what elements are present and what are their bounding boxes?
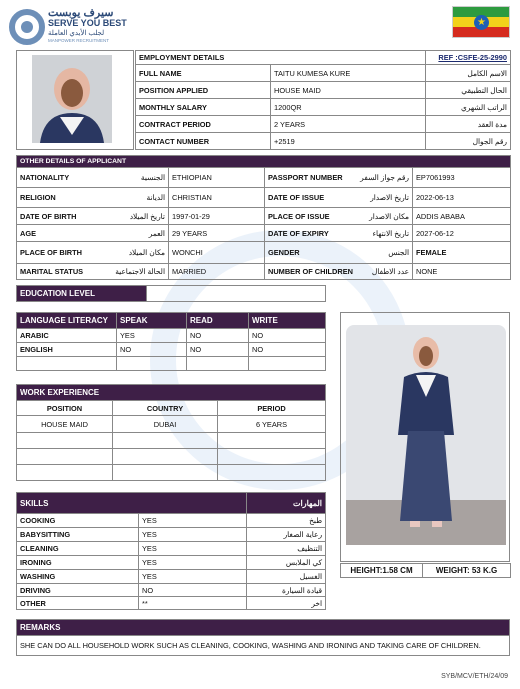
skill-value: YES	[139, 556, 247, 570]
remarks-table	[16, 619, 510, 656]
field-label: CONTRACT PERIOD	[136, 116, 271, 133]
language-cell: NO	[249, 329, 326, 343]
work-cell	[113, 465, 218, 481]
skill-value: YES	[139, 542, 247, 556]
full-name-value: TAITU KUMESA KURE	[271, 65, 426, 82]
field-label: PLACE OF BIRTH	[17, 242, 97, 264]
language-name: ARABIC	[17, 329, 117, 343]
height-value: HEIGHT:1.58 CM	[341, 564, 423, 578]
field-label-ar: مكان الاصدار	[353, 208, 413, 225]
nationality-value: ETHIOPIAN	[169, 168, 265, 188]
expiry-value: 2027-06-12	[413, 225, 511, 242]
work-cell: DUBAI	[113, 416, 218, 433]
language-cell	[249, 357, 326, 371]
skill-value: YES	[139, 570, 247, 584]
dob-value: 1997-01-29	[169, 208, 265, 225]
logo-mark-icon	[8, 8, 46, 46]
field-label: NUMBER OF CHILDREN	[265, 264, 353, 280]
work-cell	[113, 449, 218, 465]
field-label-ar: رقم جواز السفر	[353, 168, 413, 188]
marital-value: MARRIED	[169, 264, 265, 280]
write-header: WRITE	[249, 313, 326, 329]
document-code: SYB/MCV/ETH/24/09	[441, 673, 508, 680]
field-label: DATE OF EXPIRY	[265, 225, 353, 242]
education-table	[16, 285, 326, 302]
skills-title-ar: المهارات	[247, 493, 326, 514]
logo-english: SERVE YOU BEST	[48, 18, 127, 28]
skill-label: CLEANING	[17, 542, 139, 556]
field-label: PASSPORT NUMBER	[265, 168, 353, 188]
language-name	[17, 357, 117, 371]
work-cell: HOUSE MAID	[17, 416, 113, 433]
skill-label: OTHER	[17, 597, 139, 610]
skill-value: YES	[139, 528, 247, 542]
field-label-ar: الديانة	[97, 188, 169, 208]
other-details-title: OTHER DETAILS OF APPLICANT	[17, 156, 511, 168]
remarks-text: SHE CAN DO ALL HOUSEHOLD WORK SUCH AS CLEANING, COOKING, WASHING AND IRONING AND TAKING CARE OF CHILDREN.	[17, 636, 510, 656]
issue-date-value: 2022-06-13	[413, 188, 511, 208]
field-label: DATE OF ISSUE	[265, 188, 353, 208]
field-label: DATE OF BIRTH	[17, 208, 97, 225]
full-body-photo	[346, 325, 506, 545]
language-cell: YES	[117, 329, 187, 343]
field-label-ar: الحال التطبيقي	[426, 82, 511, 99]
work-country-header: COUNTRY	[113, 401, 218, 416]
logo-tag-en: MANPOWER RECRUITMENT	[48, 38, 109, 43]
salary-value: 1200QR	[271, 99, 426, 116]
skill-label: DRIVING	[17, 584, 139, 597]
birthplace-value: WONCHI	[169, 242, 265, 264]
field-label: NATIONALITY	[17, 168, 97, 188]
language-name: ENGLISH	[17, 343, 117, 357]
skill-label-ar: التنظيف	[247, 542, 326, 556]
other-details-table	[16, 155, 511, 280]
full-body-photo-frame	[340, 312, 510, 562]
measurements-table	[340, 563, 511, 578]
work-cell	[218, 449, 326, 465]
work-cell	[218, 433, 326, 449]
education-value	[147, 286, 326, 302]
skill-label-ar: طبخ	[247, 514, 326, 528]
skills-title: SKILLS	[17, 493, 247, 514]
work-cell	[17, 433, 113, 449]
skills-table	[16, 492, 326, 610]
field-label-ar: تاريخ الانتهاء	[353, 225, 413, 242]
contact-value: +2519	[271, 133, 426, 150]
skill-label: COOKING	[17, 514, 139, 528]
logo-arabic: سيرف يوبست	[48, 7, 114, 19]
contract-value: 2 YEARS	[271, 116, 426, 133]
field-label: GENDER	[265, 242, 353, 264]
field-label: RELIGION	[17, 188, 97, 208]
field-label-ar: الجنس	[353, 242, 413, 264]
skill-value: NO	[139, 584, 247, 597]
remarks-title: REMARKS	[17, 620, 510, 636]
field-label-ar: مدة العقد	[426, 116, 511, 133]
education-title: EDUCATION LEVEL	[17, 286, 147, 302]
position-value: HOUSE MAID	[271, 82, 426, 99]
skill-label-ar: اخر	[247, 597, 326, 610]
language-cell: NO	[249, 343, 326, 357]
language-table	[16, 312, 326, 371]
language-header: LANGUAGE LITERACY	[17, 313, 117, 329]
skill-value: YES	[139, 514, 247, 528]
speak-header: SPEAK	[117, 313, 187, 329]
field-label-ar: تاريخ الميلاد	[97, 208, 169, 225]
ethiopia-flag-icon: ★	[452, 6, 510, 38]
field-label-ar: الراتب الشهري	[426, 99, 511, 116]
employment-details-table	[135, 50, 511, 150]
work-cell	[17, 465, 113, 481]
skill-label: BABYSITTING	[17, 528, 139, 542]
field-label: PLACE OF ISSUE	[265, 208, 353, 225]
field-label-ar: العمر	[97, 225, 169, 242]
company-logo	[8, 6, 128, 46]
skill-label-ar: قيادة السيارة	[247, 584, 326, 597]
religion-value: CHRISTIAN	[169, 188, 265, 208]
children-value: NONE	[413, 264, 511, 280]
work-cell	[218, 465, 326, 481]
skill-label-ar: رعاية الصغار	[247, 528, 326, 542]
ref-number: REF :CSFE-25-2990	[426, 51, 511, 65]
field-label-ar: الحالة الاجتماعية	[97, 264, 169, 280]
skill-value: **	[139, 597, 247, 610]
language-cell	[187, 357, 249, 371]
work-experience-table	[16, 384, 326, 481]
field-label: MARITAL STATUS	[17, 264, 97, 280]
portrait-frame	[16, 50, 134, 150]
skill-label-ar: الغسيل	[247, 570, 326, 584]
applicant-portrait	[32, 55, 112, 143]
field-label-ar: تاريخ الاصدار	[353, 188, 413, 208]
work-position-header: POSITION	[17, 401, 113, 416]
work-cell	[17, 449, 113, 465]
logo-tag-ar: لجلب الأيدي العاملة	[48, 30, 105, 37]
field-label-ar: مكان الميلاد	[97, 242, 169, 264]
weight-value: WEIGHT: 53 K.G	[423, 564, 511, 578]
work-title: WORK EXPERIENCE	[17, 385, 326, 401]
work-period-header: PERIOD	[218, 401, 326, 416]
age-value: 29 YEARS	[169, 225, 265, 242]
gender-value: FEMALE	[413, 242, 511, 264]
field-label-ar: الاسم الكامل	[426, 65, 511, 82]
passport-value: EP7061993	[413, 168, 511, 188]
language-cell: NO	[187, 329, 249, 343]
field-label: AGE	[17, 225, 97, 242]
read-header: READ	[187, 313, 249, 329]
skill-label: IRONING	[17, 556, 139, 570]
field-label-ar: الجنسية	[97, 168, 169, 188]
employment-title: EMPLOYMENT DETAILS	[136, 51, 426, 65]
work-cell: 6 YEARS	[218, 416, 326, 433]
skill-label-ar: كي الملابس	[247, 556, 326, 570]
field-label: CONTACT NUMBER	[136, 133, 271, 150]
field-label: FULL NAME	[136, 65, 271, 82]
issue-place-value: ADDIS ABABA	[413, 208, 511, 225]
field-label: POSITION APPLIED	[136, 82, 271, 99]
field-label: MONTHLY SALARY	[136, 99, 271, 116]
language-cell: NO	[117, 343, 187, 357]
language-cell: NO	[187, 343, 249, 357]
language-cell	[117, 357, 187, 371]
work-cell	[113, 433, 218, 449]
field-label-ar: عدد الاطفال	[353, 264, 413, 280]
field-label-ar: رقم الجوال	[426, 133, 511, 150]
skill-label: WASHING	[17, 570, 139, 584]
